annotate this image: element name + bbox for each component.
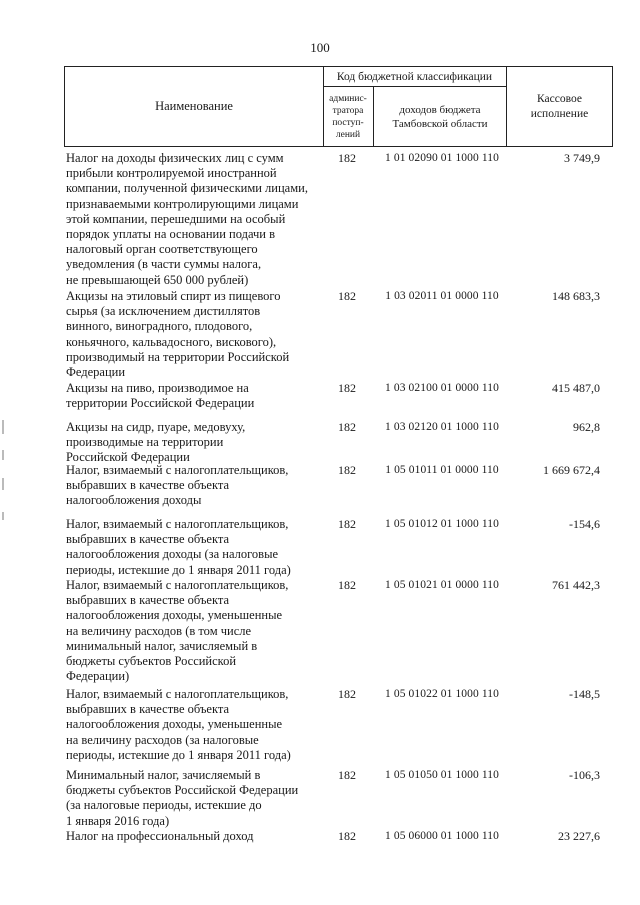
row-name (66, 381, 328, 411)
row-name-line: прибыли контролируемой иностранной (66, 166, 277, 181)
row-admin-code: 182 (338, 578, 356, 592)
row-name-line: этой компании, перешедшими на особый (66, 211, 286, 226)
row-name-line: сырья (за исключением дистиллятов (66, 304, 261, 319)
row-name-line: Акцизы на сидр, пуаре, медовуху, (66, 420, 246, 434)
row-amount: 415 487,0 (552, 381, 600, 395)
row-budget-code: 1 05 01022 01 1000 110 (385, 688, 499, 700)
row-name-line: бюджеты субъектов Российской (66, 654, 237, 669)
row-name-line: Акцизы на пиво, производимое на (66, 381, 249, 395)
header-admin-line: тратора (332, 105, 364, 116)
row-budget-code: 1 05 01012 01 1000 110 (385, 518, 499, 530)
header-income-line: Тамбовской области (392, 117, 488, 130)
row-name-line: периоды, истекшие до 1 января 2011 года) (66, 562, 291, 577)
row-admin-code: 182 (338, 517, 356, 531)
row-name-line: (за налоговые периоды, истекшие до (66, 798, 262, 813)
row-name-line: коньячного, кальвадосного, вискового), (66, 334, 277, 349)
row-amount: 962,8 (573, 420, 600, 434)
row-budget-code: 1 03 02120 01 1000 110 (385, 421, 499, 433)
row-name-line: выбравших в качестве объекта (66, 532, 230, 547)
row-name-line: выбравших в качестве объекта (66, 702, 230, 717)
row-name-line: признаваемыми контролирующими лицами (66, 196, 299, 211)
row-amount: -106,3 (569, 768, 600, 782)
row-name-line: Минимальный налог, зачисляемый в (66, 768, 261, 782)
row-name-line: Налог на профессиональный доход (66, 829, 254, 843)
row-name-line: налоговый орган соответствующего (66, 242, 258, 257)
header-execution-line: исполнение (530, 107, 589, 120)
row-budget-code: 1 05 06000 01 1000 110 (385, 830, 499, 842)
header-admin-line: поступ- (332, 117, 364, 128)
row-name (66, 151, 328, 288)
row-name-line: Российской Федерации (66, 450, 190, 465)
row-name-line: компании, полученной физическими лицами, (66, 181, 308, 196)
row-name-line: производимый на территории Российской (66, 349, 290, 364)
header-admin-line: лений (335, 129, 361, 140)
scan-artifact (2, 512, 4, 520)
row-name (66, 289, 328, 380)
row-amount: 1 669 672,4 (543, 463, 600, 477)
row-admin-code: 182 (338, 829, 356, 843)
row-name-line: выбравших в качестве объекта (66, 478, 230, 493)
row-admin-code: 182 (338, 289, 356, 303)
row-name (66, 463, 328, 509)
row-amount: -154,6 (569, 517, 600, 531)
row-budget-code: 1 05 01021 01 0000 110 (385, 579, 499, 591)
row-budget-code: 1 05 01050 01 1000 110 (385, 769, 499, 781)
scan-artifact (2, 450, 4, 460)
row-name-line: на величину расходов (в том числе (66, 623, 252, 638)
row-name-line: налогообложения доходы (66, 493, 202, 508)
row-name (66, 768, 328, 829)
row-amount: 23 227,6 (558, 829, 600, 843)
header-execution (507, 67, 612, 146)
row-name-line: выбравших в качестве объекта (66, 593, 230, 608)
row-name-line: Налог, взимаемый с налогоплательщиков, (66, 687, 289, 701)
row-name-line: территории Российской Федерации (66, 396, 255, 411)
row-name (66, 687, 328, 763)
row-amount: 148 683,3 (552, 289, 600, 303)
row-name-line: Федерации (66, 365, 126, 380)
row-name (66, 517, 328, 578)
row-name-line: Налог, взимаемый с налогоплательщиков, (66, 517, 289, 531)
row-name-line: винного, виноградного, плодового, (66, 319, 253, 334)
scan-artifact (2, 420, 4, 434)
header-code-group (323, 67, 507, 146)
row-budget-code: 1 05 01011 01 0000 110 (385, 464, 499, 476)
row-name-line: уведомления (в части суммы налога, (66, 257, 262, 272)
row-name-line: минимальный налог, зачисляемый в (66, 638, 258, 653)
header-admin-line: админис- (329, 93, 367, 104)
row-name-line: налогообложения доходы (за налоговые (66, 547, 279, 562)
page-number: 100 (310, 40, 330, 55)
header-admin (323, 87, 374, 146)
header-name: Наименование (65, 67, 324, 146)
row-admin-code: 182 (338, 768, 356, 782)
row-admin-code: 182 (338, 463, 356, 477)
row-name-line: налогообложения доходы, уменьшенные (66, 608, 283, 623)
header-income-line: доходов бюджета (399, 103, 481, 116)
header-execution-line: Кассовое (537, 92, 582, 105)
row-name-line: Налог, взимаемый с налогоплательщиков, (66, 463, 289, 477)
header-income (374, 87, 506, 146)
row-budget-code: 1 03 02011 01 0000 110 (385, 290, 499, 302)
row-amount: -148,5 (569, 687, 600, 701)
row-amount: 3 749,9 (564, 151, 600, 165)
row-admin-code: 182 (338, 687, 356, 701)
row-name-line: Налог, взимаемый с налогоплательщиков, (66, 578, 289, 592)
row-budget-code: 1 01 02090 01 1000 110 (385, 152, 499, 164)
row-budget-code: 1 03 02100 01 0000 110 (385, 382, 499, 394)
row-name-line: Налог на доходы физических лиц с сумм (66, 151, 284, 165)
row-name-line: 1 января 2016 года) (66, 813, 170, 828)
row-name (66, 420, 328, 466)
row-admin-code: 182 (338, 420, 356, 434)
row-name-line: Акцизы на этиловый спирт из пищевого (66, 289, 281, 303)
row-amount: 761 442,3 (552, 578, 600, 592)
header-code-title: Код бюджетной классификации (323, 67, 506, 87)
row-name-line: периоды, истекшие до 1 января 2011 года) (66, 747, 291, 762)
table-header (64, 66, 613, 147)
row-admin-code: 182 (338, 381, 356, 395)
row-admin-code: 182 (338, 151, 356, 165)
row-name-line: Федерации) (66, 669, 130, 684)
row-name (66, 829, 328, 844)
row-name-line: налогообложения доходы, уменьшенные (66, 717, 283, 732)
row-name-line: бюджеты субъектов Российской Федерации (66, 783, 299, 798)
row-name-line: на величину расходов (за налоговые (66, 732, 259, 747)
row-name-line: не превышающей 650 000 рублей) (66, 272, 249, 287)
row-name-line: порядок уплаты на основании подачи в (66, 227, 276, 242)
row-name-line: производимые на территории (66, 435, 224, 450)
row-name (66, 578, 328, 684)
scan-artifact (2, 478, 4, 490)
